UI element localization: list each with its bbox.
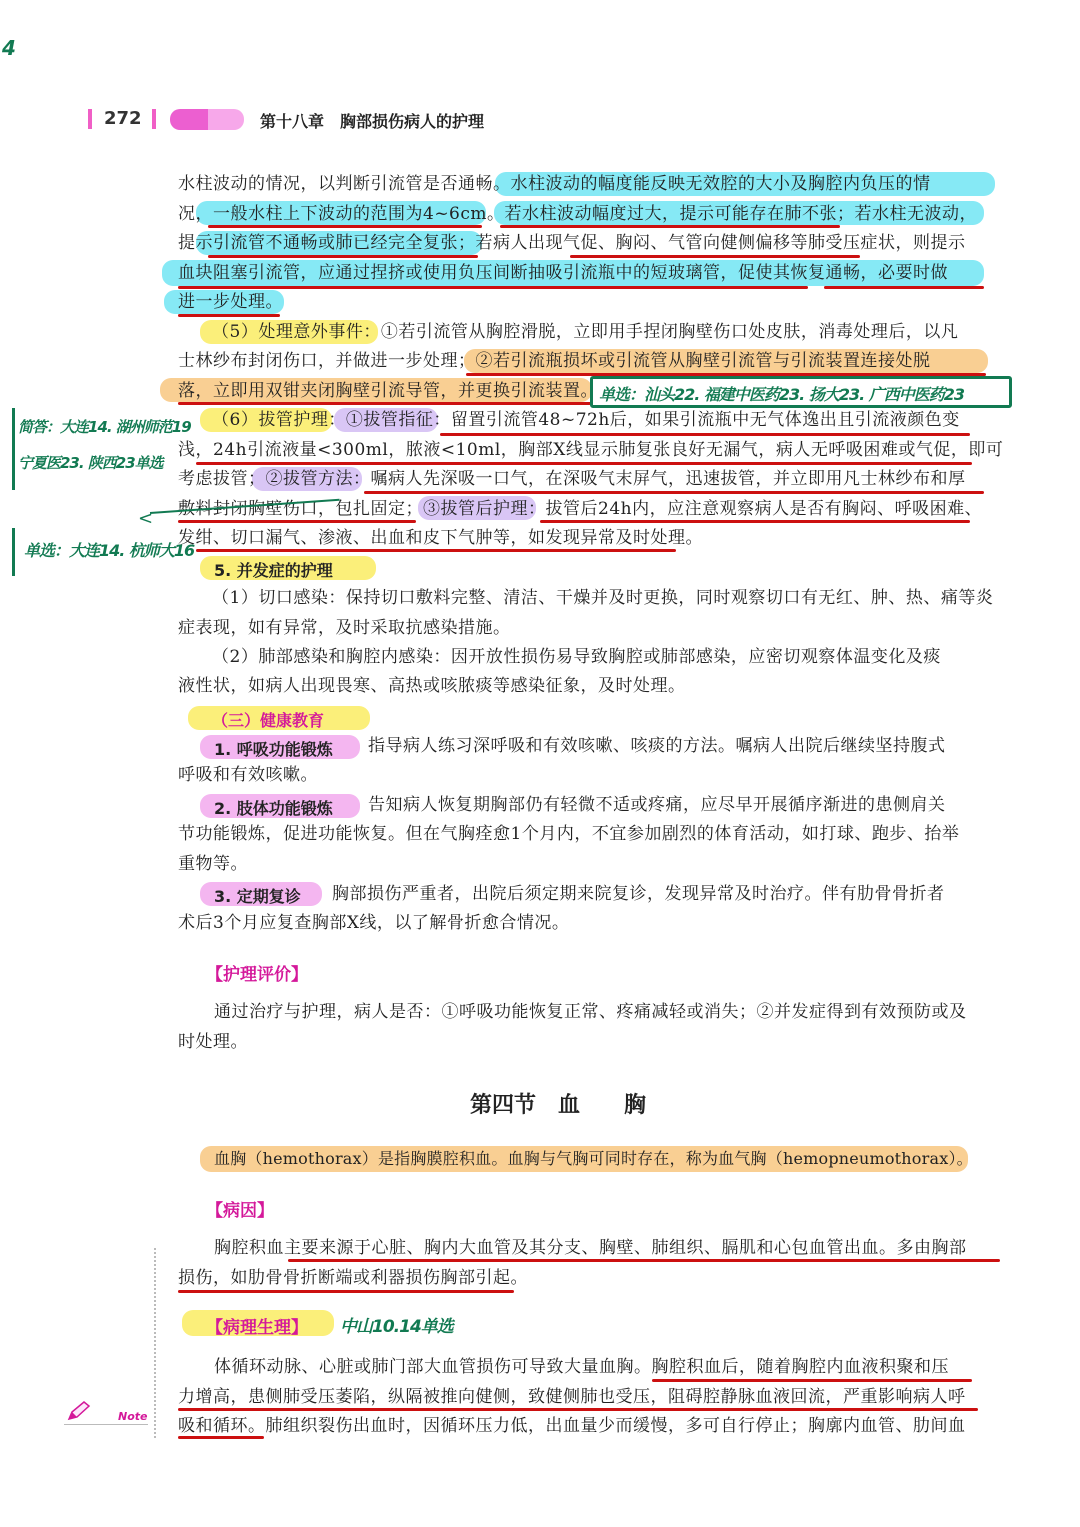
red-underline [178,286,808,289]
red-underline [196,462,972,465]
handwritten-bracket [12,408,15,490]
health-item-label: 3. 定期复诊 [214,887,301,906]
page-number: 272 [104,108,142,129]
paragraph-line: （6）拔管护理：①拔管指征：留置引流管48~72h后，如果引流瓶中无气体逸出且引流液颜色变 [212,410,960,430]
note-underline [64,1424,148,1425]
paragraph-line: （2）肺部感染和胸腔内感染：因开放性损伤易导致胸腔或肺部感染，应密切观察体温变化及痰 [212,647,941,667]
header-tab-dark [170,109,210,130]
paragraph-line: 损伤，如肋骨骨折断端或利器损伤胸部引起。 [178,1268,528,1288]
section-heading-pathophysiology: 【病理生理】 [206,1318,308,1338]
paragraph-line: 告知病人恢复期胸部仍有轻微不适或疼痛，应尽早开展循序渐进的患侧肩关 [368,795,946,815]
handwritten-bracket [12,528,15,576]
paragraph-line: 水柱波动的情况，以判断引流管是否通畅。水柱波动的幅度能反映无效腔的大小及胸腔内负压的情 [178,174,931,194]
header-bar-left [88,109,92,129]
paragraph-line: 术后3个月应复查胸部X线，以了解骨折愈合情况。 [178,913,570,933]
section-heading-cause: 【病因】 [206,1201,274,1221]
red-underline [440,433,970,436]
red-underline [500,225,840,228]
paragraph-line: （5）处理意外事件：①若引流管从胸腔滑脱，立即用手捏闭胸壁伤口处皮肤，消毒处理后，以凡 [212,322,959,342]
paragraph-line: 吸和循环。肺组织裂伤出血时，因循环压力低，出血量少而缓慢，多可自行停止；胸廓内血管、肋间血 [178,1416,966,1436]
section-heading-evaluation: 【护理评价】 [206,965,308,985]
red-underline [178,314,280,317]
handwritten-box-note: 单选：汕头22. 福建中医药23. 扬大23. 广西中医药23 [590,376,1012,408]
pencil-icon [66,1400,92,1426]
red-underline [540,520,970,523]
corner-handwritten-mark: 4 [2,36,15,60]
paragraph-line: 节功能锻炼，促进功能恢复。但在气胸痊愈1个月内，不宜参加剧烈的体育活动，如打球、跑步、抬举 [178,824,960,844]
definition-text: 血胸（hemothorax）是指胸膜腔积血。血胸与气胸可同时存在，称为血气胸（hemopneumothorax）。 [214,1149,973,1168]
health-item-label: 2. 肢体功能锻炼 [214,799,333,818]
handwritten-note-patho: 中山10.14单选 [340,1317,453,1337]
section-title: 5. 并发症的护理 [214,561,333,580]
paragraph-line: 进一步处理。 [178,292,283,312]
handwritten-note-single-choice: 单选：大连14. 杭师大16 [24,541,195,560]
red-underline [288,1259,1000,1262]
red-underline [824,286,984,289]
paragraph-line: 症表现，如有异常，及时采取抗感染措施。 [178,618,511,638]
paragraph-line: 发绀、切口漏气、渗液、出血和皮下气肿等，如发现异常及时处理。 [178,528,703,548]
paragraph-line: 胸部损伤严重者，出院后须定期来院复诊，发现异常及时治疗。伴有肋骨骨折者 [332,884,945,904]
section-title-hemothorax: 第四节 血 胸 [470,1093,647,1118]
handwritten-note-short-answer: 简答：大连14. 湖州师范19 [18,418,191,436]
paragraph-line: 况，一般水柱上下波动的范围为4~6cm。若水柱波动幅度过大，提示可能存在肺不张；若水柱无波动， [178,204,978,224]
paragraph-line: 胸腔积血主要来源于心脏、胸内大血管及其分支、胸壁、肺组织、膈肌和心包血管出血。多由胸部 [214,1238,967,1258]
health-item-label: 1. 呼吸功能锻炼 [214,740,333,759]
paragraph-line: 液性状，如病人出现畏寒、高热或咳脓痰等感染征象，及时处理。 [178,676,686,696]
handwritten-note-single-choice: 宁夏医23. 陕西23单选 [18,454,163,472]
paragraph-line: 落，立即用双钳夹闭胸壁引流导管，并更换引流装置。 [178,381,598,401]
paragraph-line: 提示引流管不通畅或肺已经完全复张；若病人出现气促、胸闷、气管向健侧偏移等肺受压症状，则提示 [178,233,966,253]
paragraph-line: 呼吸和有效咳嗽。 [178,765,318,785]
paragraph-line: 重物等。 [178,854,248,874]
red-underline [196,549,676,552]
paragraph-line: 浅，24h引流液量<300ml，脓液<10ml，胸部X线显示肺复张良好无漏气，病人无呼吸困难或气促，即可 [178,440,1004,460]
red-underline [178,520,416,523]
red-underline [652,1379,972,1382]
red-underline [208,225,482,228]
section-heading-health: （三）健康教育 [212,711,325,730]
red-underline [208,255,478,258]
header-bar-mid [152,109,156,129]
arrow-head-icon: < [138,508,154,529]
note-label: Note [118,1410,148,1423]
red-underline [178,1436,264,1439]
paragraph-line: 力增高，患侧肺受压萎陷，纵隔被推向健侧，致健侧肺也受压，阻碍腔静脉血液回流，严重影响病人呼 [178,1387,966,1407]
header-tab-light [208,109,244,130]
paragraph-line: 时处理。 [178,1032,248,1052]
red-underline [178,1408,978,1411]
red-underline [570,255,860,258]
chapter-title: 第十八章 胸部损伤病人的护理 [260,112,485,131]
red-underline [178,402,592,405]
paragraph-line: 敷料封闭胸壁伤口，包扎固定；③拔管后护理：拔管后24h内，应注意观察病人是否有胸闷、呼吸困难、 [178,499,983,519]
margin-dotted-line [154,1248,156,1438]
paragraph-line: （1）切口感染：保持切口敷料完整、清洁、干燥并及时更换，同时观察切口有无红、肿、热、痛等炎 [212,588,994,608]
paragraph-line: 体循环动脉、心脏或肺门部大血管损伤可导致大量血胸。胸腔积血后，随着胸腔内血液积聚和压 [214,1357,949,1377]
paragraph-line: 士林纱布封闭伤口，并做进一步处理；②若引流瓶损坏或引流管从胸壁引流管与引流装置连接处脱 [178,351,931,371]
paragraph-line: 考虑拔管；②拔管方法：嘱病人先深吸一口气，在深吸气末屏气，迅速拔管，并立即用凡士林纱布和厚 [178,469,966,489]
red-underline [364,491,984,494]
paragraph-line: 通过治疗与护理，病人是否：①呼吸功能恢复正常、疼痛减轻或消失；②并发症得到有效预防或及 [214,1002,967,1022]
paragraph-line: 血块阻塞引流管，应通过捏挤或使用负压间断抽吸引流瓶中的短玻璃管，促使其恢复通畅，必要时做 [178,263,948,283]
red-underline [178,1290,514,1293]
paragraph-line: 指导病人练习深呼吸和有效咳嗽、咳痰的方法。嘱病人出院后继续坚持腹式 [368,736,946,756]
